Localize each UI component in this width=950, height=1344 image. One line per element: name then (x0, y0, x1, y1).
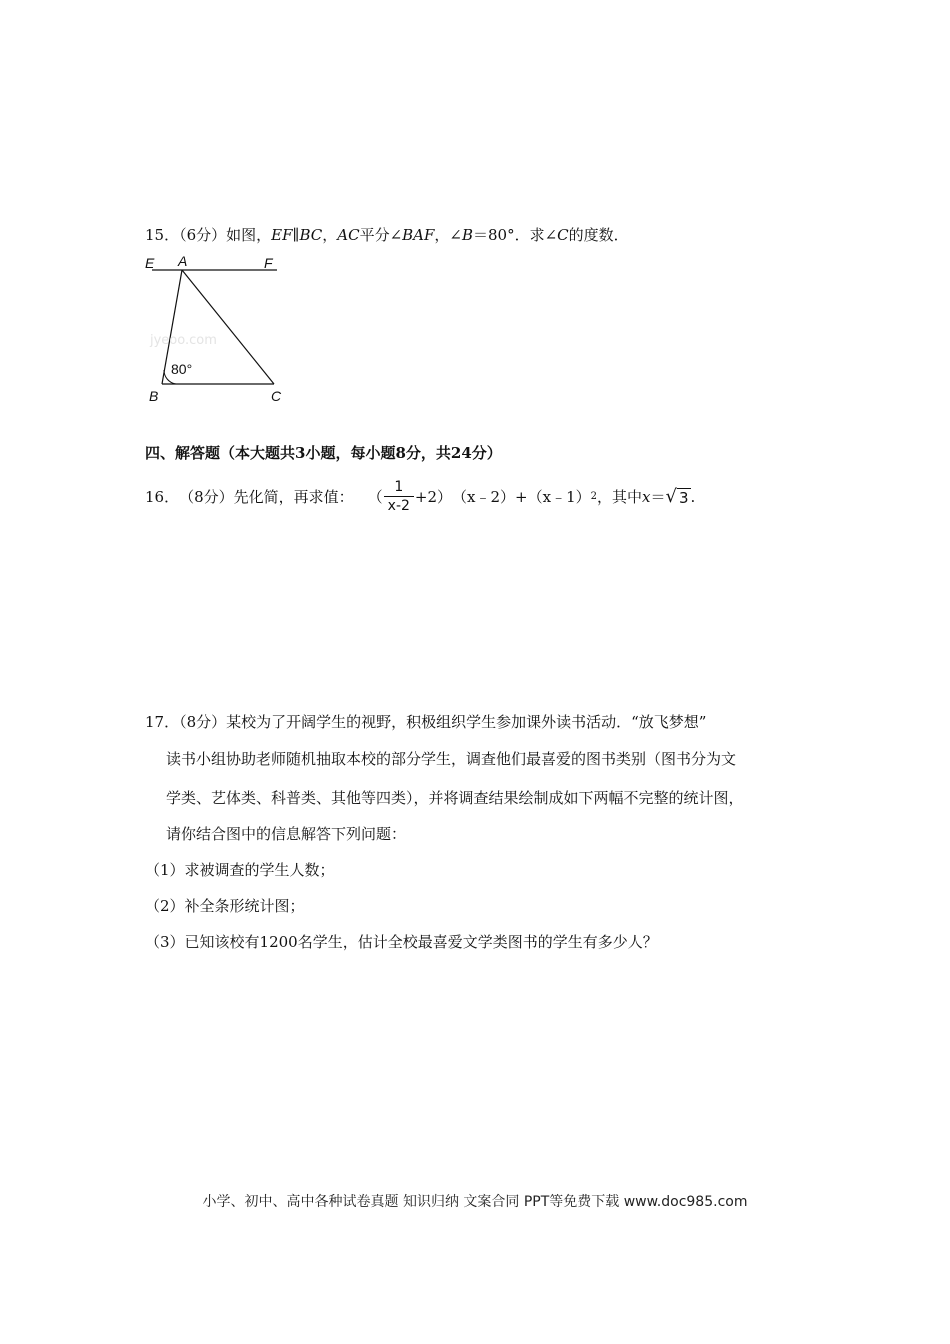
q16-eq: ＝ (650, 488, 666, 506)
q15-comma2: ，∠ (434, 226, 462, 244)
radicand: 3 (678, 489, 689, 507)
q15-bc: BC (299, 226, 323, 244)
radical-sign: √ (665, 486, 677, 507)
watermark: jyeoo.com (150, 333, 217, 348)
label-b: B (149, 388, 159, 404)
q15-bisect: 平分∠ (359, 226, 403, 244)
q16-number: 16． (145, 488, 180, 506)
q17-line-1: 17．（8分）某校为了开阔学生的视野，积极组织学生参加课外读书活动．“放飞梦想” (145, 713, 707, 731)
q15-text: 如图， (226, 226, 272, 244)
q17-line-4: 请你结合图中的信息解答下列问题： (166, 825, 407, 843)
q15-b: B (461, 226, 474, 244)
label-c: C (271, 388, 282, 404)
q15-ac: AC (337, 226, 360, 244)
q16-open-paren: （ (367, 488, 383, 506)
q16-mid: （x﹣2）+（x﹣1） (452, 488, 591, 506)
q15-ef: EF (271, 226, 293, 244)
sqrt-symbol (666, 486, 691, 507)
q17-sub-3: （3）已知该校有1200名学生，估计全校最喜爱文学类图书的学生有多少人？ (145, 933, 658, 951)
q15-tail: 的度数． (568, 226, 629, 244)
q16-score: （8分） (179, 488, 234, 506)
label-f: F (264, 255, 273, 271)
q16-exponent: 2 (590, 491, 597, 502)
q16-fraction (384, 478, 414, 515)
q15-c: C (557, 226, 569, 244)
q16-text: 先化简，再求值： (233, 488, 354, 506)
fraction-numerator: 1 (394, 479, 404, 495)
label-e: E (145, 255, 155, 271)
q15-comma: ， (322, 226, 338, 244)
section-4-title: 四、解答题（本大题共3小题，每小题8分，共24分） (145, 444, 502, 462)
angle-label: 80° (171, 361, 193, 377)
q17-line-2: 读书小组协助老师随机抽取本校的部分学生，调查他们最喜爱的图书类别（图书分为文 (166, 750, 737, 768)
q16-x: x (642, 487, 651, 506)
q15-baf: BAF (402, 226, 435, 244)
side-ac (182, 270, 274, 384)
q15-score: （6分） (179, 226, 227, 244)
q16-plus2: +2） (414, 488, 453, 506)
question-15 (145, 224, 629, 245)
q17-sub-1: （1）求被调查的学生人数； (145, 861, 335, 879)
q17-line-3: 学类、艺体类、科普类、其他等四类），并将调查结果绘制成如下两幅不完整的统计图， (166, 789, 744, 807)
q16-where: ，其中 (597, 488, 643, 506)
q15-parallel: ∥ (292, 226, 300, 244)
q16-end: . (690, 487, 696, 506)
q15-number: 15． (145, 226, 180, 244)
q15-eq: ＝80°．求∠ (473, 226, 558, 244)
q17-sub-2: （2）补全条形统计图； (145, 897, 305, 915)
triangle-figure (140, 252, 300, 412)
footer-text: 小学、初中、高中各种试卷真题 知识归纳 文案合同 PPT等免费下载 www.doc985.com (202, 1194, 748, 1210)
label-a: A (178, 253, 188, 269)
fraction-denominator: x-2 (384, 496, 414, 515)
question-16 (145, 478, 695, 515)
